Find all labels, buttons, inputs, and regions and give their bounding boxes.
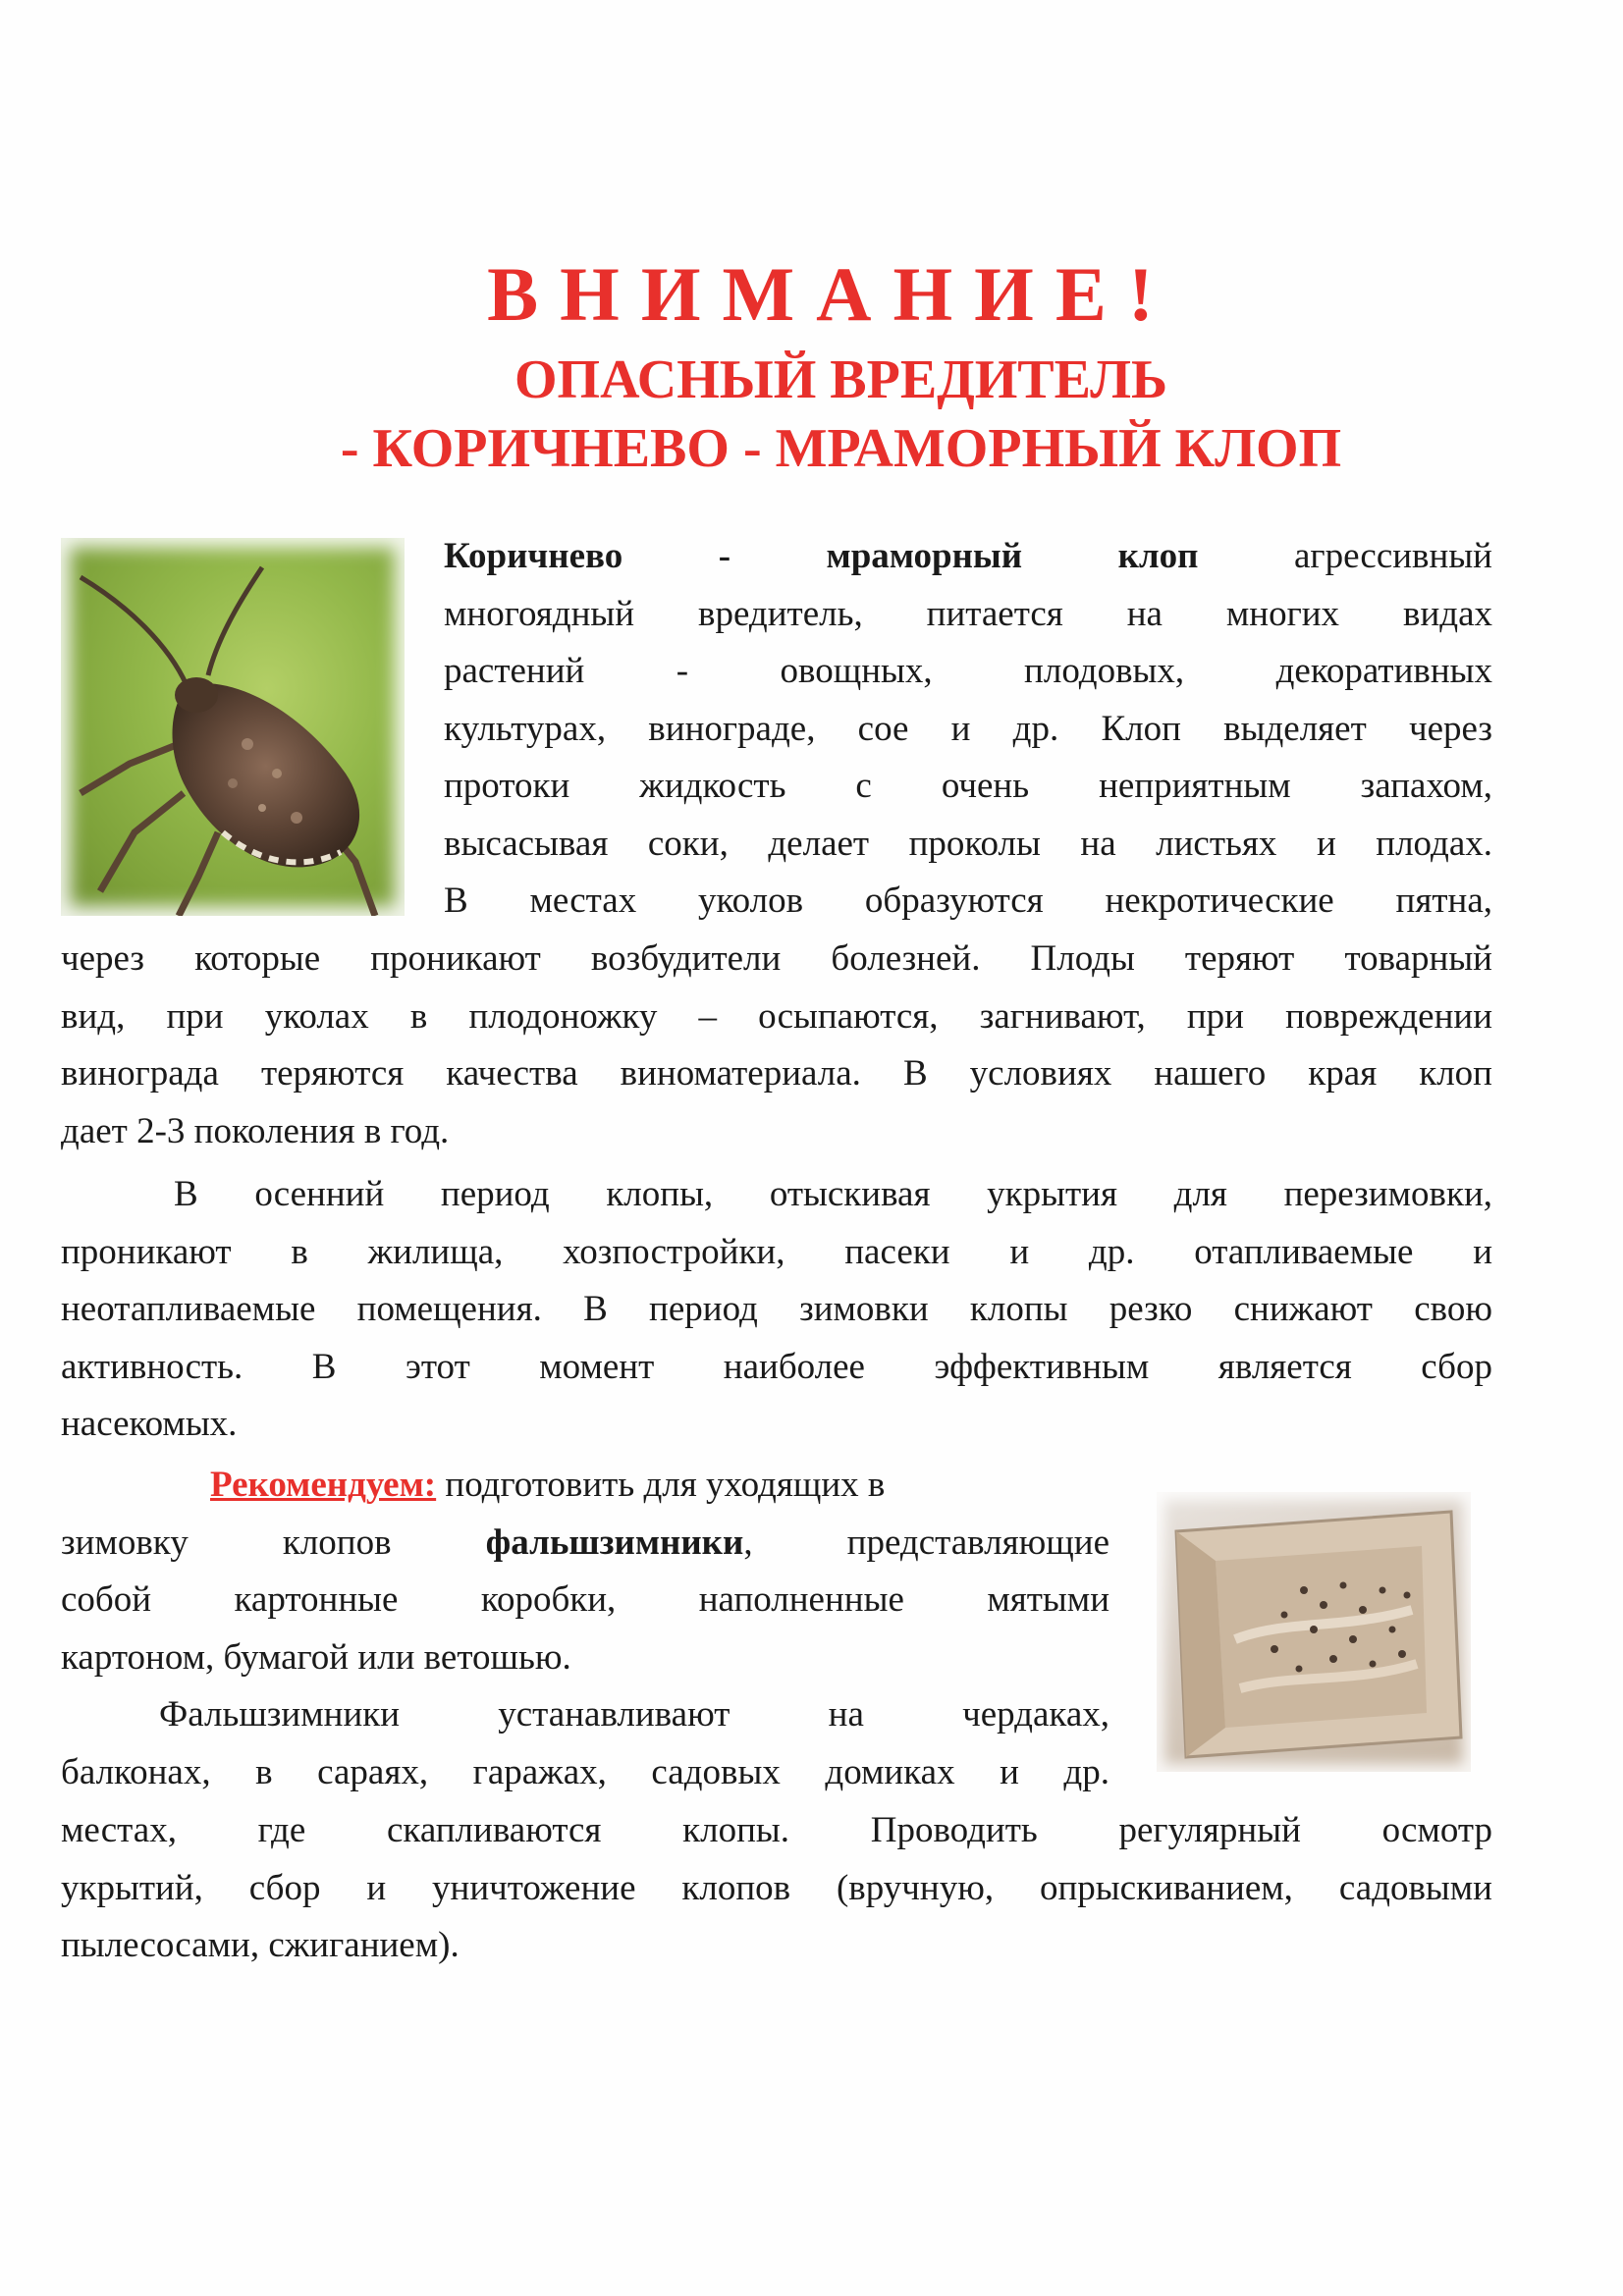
paragraph-3-line: Фальшзимники устанавливают на чердаках, bbox=[159, 1694, 1109, 1735]
paragraph-2 bbox=[61, 1166, 1492, 1454]
paragraph-3-line: балконах, в сараях, гаражах, садовых домиках и др. bbox=[61, 1751, 1109, 1792]
false-hibernator-term: фальшзимники bbox=[485, 1522, 744, 1563]
paragraph-1-line: растений - овощных, плодовых, декоративных bbox=[444, 651, 1492, 691]
paragraph-2-line: проникают в жилища, хозпостройки, пасеки и др. отапливаемые и bbox=[61, 1231, 1492, 1272]
paragraph-3-line: картоном, бумагой или ветошью. bbox=[61, 1636, 571, 1678]
paragraph-3-line: местах, где скапливаются клопы. Проводить регулярный осмотр bbox=[61, 1810, 1492, 1850]
paragraph-1-beside-photo bbox=[444, 528, 1492, 931]
stink-bug-photo bbox=[61, 538, 405, 916]
paragraph-1-line: В местах уколов образуются некротические пятна, bbox=[444, 881, 1492, 921]
paragraph-1-line: высасывая соки, делает проколы на листьях и плодах. bbox=[444, 823, 1492, 864]
paragraph-3-continued bbox=[61, 1802, 1492, 1975]
paragraph-3-beside-photo bbox=[61, 1457, 1109, 1801]
paragraph-1-line: через которые проникают возбудители болезней. Плоды теряют товарный bbox=[61, 938, 1492, 979]
paragraph-1-line: культурах, винограде, сое и др. Клоп выделяет через bbox=[444, 708, 1492, 749]
paragraph-3-line: укрытий, сбор и уничтожение клопов (вручную, опрыскиванием, садовыми bbox=[61, 1867, 1492, 1908]
bug-name-bold: Коричнево - мраморный клоп bbox=[444, 536, 1199, 576]
paragraph-3-line: зимовку клопов фальшзимники, представляющие bbox=[61, 1522, 1109, 1563]
paragraph-2-line: активность. В этот момент наиболее эффективным является сбор bbox=[61, 1346, 1492, 1387]
cardboard-box-photo bbox=[1157, 1492, 1471, 1772]
paragraph-1-line: дает 2-3 поколения в год. bbox=[61, 1110, 450, 1151]
paragraph-2-line: насекомых. bbox=[61, 1404, 238, 1444]
warning-subtitle-line-2: - КОРИЧНЕВО - МРАМОРНЫЙ КЛОП bbox=[340, 418, 1342, 479]
paragraph-3-line: собой картонные коробки, наполненные мятыми bbox=[61, 1579, 1109, 1620]
paragraph-1-line-1: Коричнево - мраморный клоп агрессивный bbox=[444, 536, 1492, 576]
paragraph-1-continued bbox=[61, 931, 1492, 1160]
recommendation-line: Рекомендуем: подготовить для уходящих в bbox=[210, 1465, 886, 1505]
paragraph-1-line: вид, при уколах в плодоножку – осыпаются, загнивают, при повреждении bbox=[61, 995, 1492, 1037]
paragraph-1-line: винограда теряются качества виноматериала. В условиях нашего края клоп bbox=[61, 1053, 1492, 1094]
paragraph-3-line: пылесосами, сжиганием). bbox=[61, 1925, 460, 1965]
warning-title: ВНИМАНИЕ! bbox=[487, 251, 1175, 337]
warning-subtitle-line-1: ОПАСНЫЙ ВРЕДИТЕЛЬ bbox=[514, 349, 1168, 410]
paragraph-2-line: В осенний период клопы, отыскивая укрытия для перезимовки, bbox=[174, 1174, 1492, 1214]
paragraph-2-line: неотапливаемые помещения. В период зимовки клопы резко снижают свою bbox=[61, 1289, 1492, 1329]
paragraph-1-line: многоядный вредитель, питается на многих видах bbox=[444, 593, 1492, 634]
paragraph-1-line: протоки жидкость с очень неприятным запахом, bbox=[444, 766, 1492, 806]
recommend-label: Рекомендуем: bbox=[210, 1465, 437, 1505]
